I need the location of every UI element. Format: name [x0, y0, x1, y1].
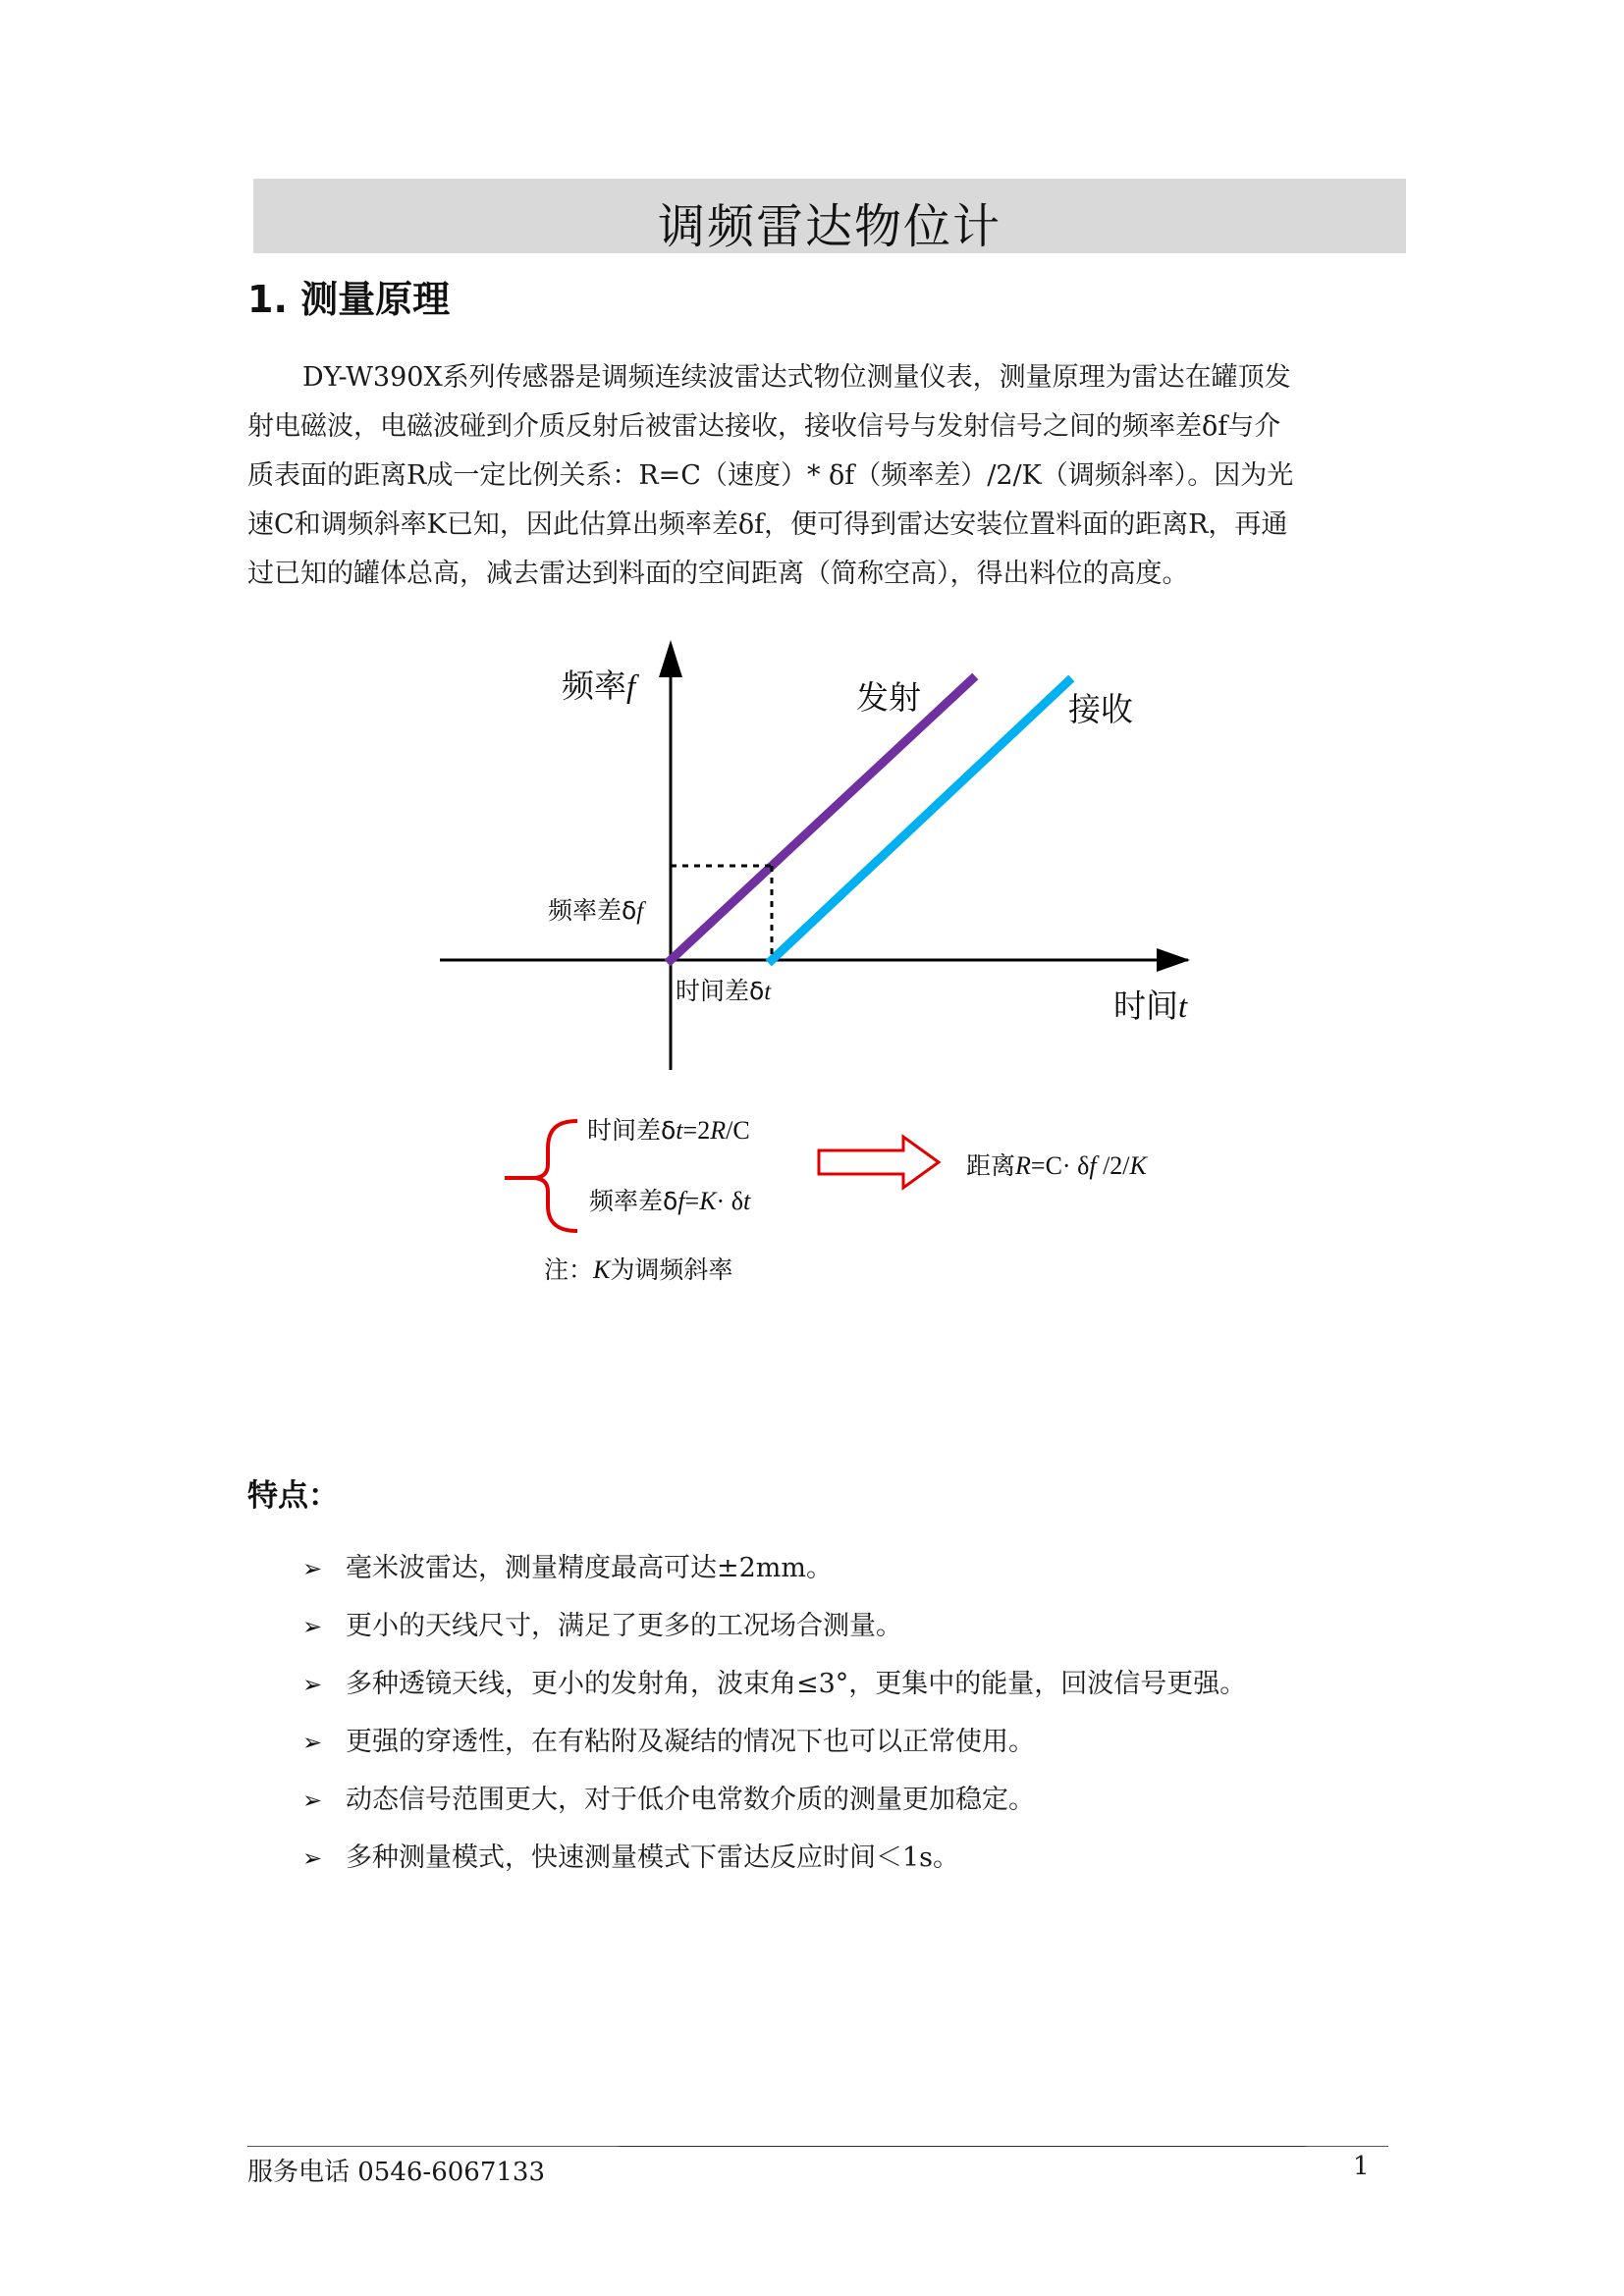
document-title: 调频雷达物位计	[657, 199, 1001, 254]
feature-item	[302, 1781, 1246, 1839]
bullet-arrow-icon: ➢	[302, 1613, 323, 1640]
y-axis-arrow	[659, 640, 682, 677]
feature-item	[302, 1549, 1246, 1607]
intro-line-5: 过已知的罐体总高，减去雷达到料面的空间距离（简称空高），得出料位的高度。	[247, 559, 1189, 589]
footer-phone: 服务电话 0546-6067133	[247, 2158, 546, 2187]
intro-line-1: DY-W390X系列传感器是调频连续波雷达式物位测量仪表，测量原理为雷达在罐顶发	[302, 362, 1291, 393]
feature-text: 多种测量模式，快速测量模式下雷达反应时间＜1s。	[346, 1842, 960, 1873]
feature-list	[302, 1549, 1246, 1896]
time-diff-label: 时间差δt	[676, 977, 772, 1005]
freq-diff-formula: 频率差δf=K· δt	[589, 1187, 751, 1215]
feature-text: 毫米波雷达，测量精度最高可达±2mm。	[346, 1553, 834, 1583]
x-axis-arrow	[1157, 948, 1190, 972]
intro-line-4: 速C和调频斜率K已知，因此估算出频率差δf，便可得到雷达安装位置料面的距离R，再通	[247, 509, 1288, 540]
intro-line-2: 射电磁波，电磁波碰到介质反射后被雷达接收，接收信号与发射信号之间的频率差δf与介	[247, 411, 1281, 442]
x-axis-label: 时间t	[1113, 987, 1188, 1025]
time-diff-formula: 时间差δt=2R/C	[587, 1116, 750, 1145]
bullet-arrow-icon: ➢	[302, 1671, 323, 1698]
page-number: 1	[1353, 2152, 1370, 2181]
footer-rule-right	[1306, 2146, 1388, 2147]
bullet-arrow-icon: ➢	[302, 1787, 323, 1814]
feature-text: 更小的天线尺寸，满足了更多的工况场合测量。	[346, 1611, 902, 1641]
feature-item	[302, 1607, 1246, 1665]
feature-text: 更强的穿透性，在有粘附及凝结的情况下也可以正常使用。	[346, 1727, 1035, 1757]
y-axis-label: 频率f	[562, 667, 636, 705]
bullet-arrow-icon: ➢	[302, 1555, 323, 1582]
section-title: 1. 测量原理	[247, 278, 451, 321]
footer-rule-left	[247, 2146, 619, 2147]
footer-rule-middle	[619, 2146, 1306, 2147]
feature-text: 动态信号范围更大，对于低介电常数介质的测量更加稳定。	[346, 1785, 1035, 1815]
implies-arrow-icon	[819, 1137, 939, 1188]
receive-label: 接收	[1068, 690, 1133, 728]
feature-item	[302, 1839, 1246, 1896]
red-brace	[505, 1121, 577, 1231]
bullet-arrow-icon: ➢	[302, 1729, 323, 1756]
note-k: 注：K为调频斜率	[544, 1255, 733, 1284]
bullet-arrow-icon: ➢	[302, 1844, 323, 1872]
freq-diff-label: 频率差δf	[548, 896, 644, 925]
intro-line-3: 质表面的距离R成一定比例关系：R=C（速度）* δf（频率差）/2/K（调频斜率）。因为光	[247, 460, 1294, 491]
feature-item	[302, 1723, 1246, 1781]
features-title: 特点：	[247, 1478, 339, 1514]
feature-text: 多种透镜天线，更小的发射角，波束角≤3°，更集中的能量，回波信号更强。	[346, 1669, 1247, 1699]
feature-item	[302, 1665, 1246, 1723]
transmit-label: 发射	[856, 678, 921, 717]
result-formula: 距离R=C· δf /2/K	[966, 1151, 1147, 1180]
